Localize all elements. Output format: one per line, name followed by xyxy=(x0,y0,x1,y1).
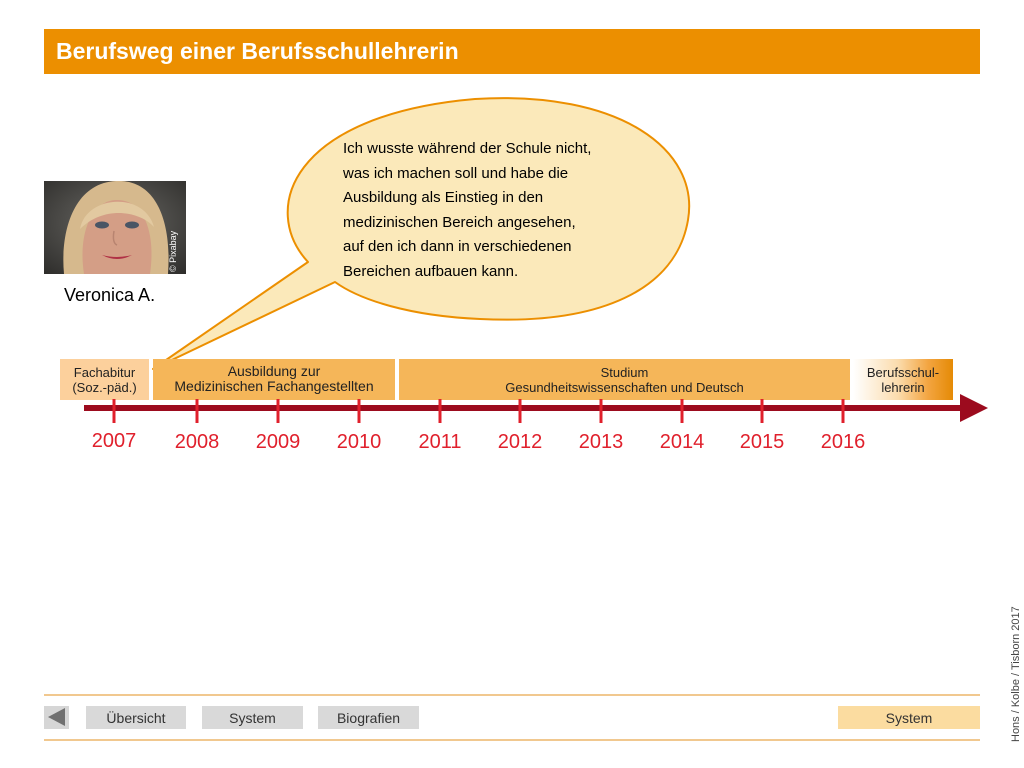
quote-line: Ausbildung als Einstieg in den xyxy=(343,189,544,207)
period-label: Berufsschul- xyxy=(866,364,940,380)
year-label: 2010 xyxy=(336,431,382,453)
nav-button-system[interactable]: System xyxy=(202,706,303,729)
quote-text xyxy=(343,137,643,285)
quote-line: Bereichen aufbauen kann. xyxy=(343,262,519,280)
year-label: 2015 xyxy=(739,431,785,453)
triangle-left-icon[interactable] xyxy=(44,706,69,729)
photo-credit: © Pixabay xyxy=(168,230,178,272)
year-label: 2008 xyxy=(174,431,220,453)
period-label: Studium xyxy=(600,364,649,380)
period-label: lehrerin xyxy=(881,379,925,395)
timeline xyxy=(0,390,1024,430)
period-label: Fachabitur xyxy=(73,364,136,380)
nav-button-biografien[interactable]: Biografien xyxy=(318,706,419,729)
author-credit: Hons / Kolbe / Tisborn 2017 xyxy=(1010,606,1022,742)
nav-button-system-active[interactable]: System xyxy=(838,706,980,729)
person-name: Veronica A. xyxy=(64,285,156,305)
page-title: Berufsweg einer Berufsschullehrerin xyxy=(56,38,459,64)
timeline-arrow-icon xyxy=(960,394,988,422)
year-label: 2007 xyxy=(91,430,137,452)
footer-divider-top xyxy=(44,694,980,696)
year-label: 2013 xyxy=(578,431,624,453)
quote-line: was ich machen soll und habe die xyxy=(343,164,569,182)
period-label: Ausbildung zur xyxy=(227,363,321,379)
footer-divider-bottom xyxy=(44,739,980,741)
year-label: 2014 xyxy=(659,431,705,453)
year-label: 2011 xyxy=(418,431,462,453)
nav-button-uebersicht[interactable]: Übersicht xyxy=(86,706,186,729)
year-label: 2012 xyxy=(497,431,543,453)
quote-line: auf den ich dann in verschiedenen xyxy=(343,238,572,256)
year-label: 2009 xyxy=(255,431,301,453)
period-label: (Soz.-päd.) xyxy=(72,379,137,395)
period-label: Medizinischen Fachangestellten xyxy=(174,378,374,394)
year-label: 2016 xyxy=(820,431,866,453)
quote-line: medizinischen Bereich angesehen, xyxy=(343,213,576,231)
quote-line: Ich wusste während der Schule nicht, xyxy=(343,140,592,157)
period-label: Gesundheitswissenschaften und Deutsch xyxy=(505,379,744,395)
